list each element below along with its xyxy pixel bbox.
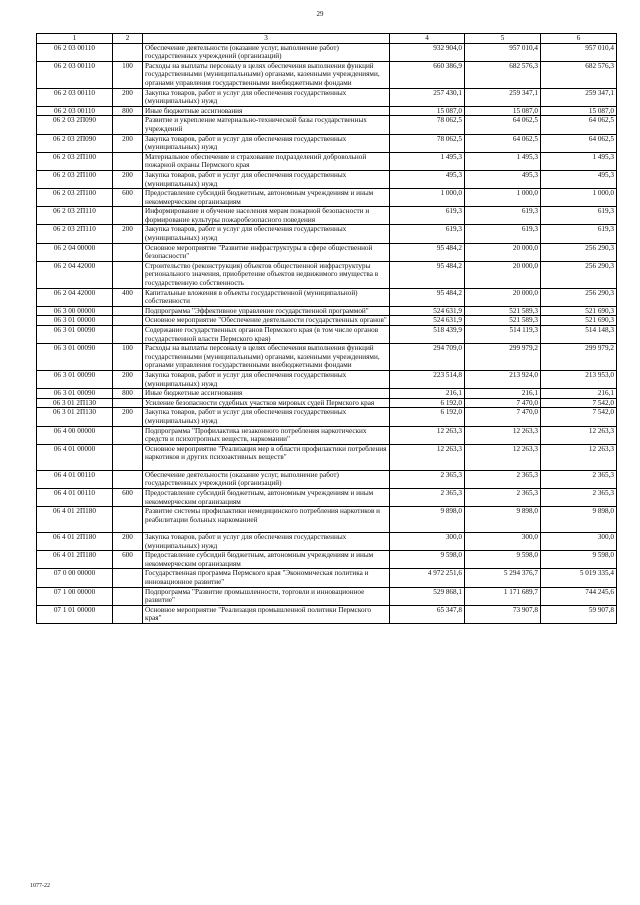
- row-code: 06 3 01 00000: [37, 316, 113, 326]
- row-value-year-2: 20 000,0: [465, 261, 541, 288]
- row-code: 06 2 04 42000: [37, 288, 113, 306]
- row-code: 06 4 01 2П180: [37, 551, 113, 569]
- row-code: 07 1 00 00000: [37, 587, 113, 605]
- row-value-year-3: 619,3: [541, 225, 617, 243]
- row-value-year-1: 932 904,0: [390, 43, 465, 61]
- row-value-year-1: 257 430,1: [390, 88, 465, 106]
- row-value-year-2: 1 171 689,7: [465, 587, 541, 605]
- row-description: Предоставление субсидий бюджетным, автономным учреждениям и иным некоммерческим организациям: [143, 488, 390, 506]
- row-value-year-3: 256 290,3: [541, 261, 617, 288]
- row-value-year-1: 518 439,9: [390, 326, 465, 344]
- row-code: 07 1 01 00000: [37, 605, 113, 623]
- row-expense-type: 100: [113, 344, 143, 371]
- row-value-year-3: 2 365,3: [541, 488, 617, 506]
- row-description: Обеспечение деятельности (оказание услуг, выполнение работ) государственных учреждений (организаций): [143, 43, 390, 61]
- row-code: 06 4 01 00000: [37, 444, 113, 470]
- table-row: [37, 61, 617, 88]
- row-expense-type: [113, 587, 143, 605]
- table-row: [37, 426, 617, 444]
- row-value-year-2: 15 087,0: [465, 106, 541, 116]
- row-value-year-3: 1 495,3: [541, 152, 617, 170]
- table-body: [37, 43, 617, 623]
- row-code: 06 2 03 00110: [37, 43, 113, 61]
- row-expense-type: [113, 426, 143, 444]
- row-code: 06 2 03 2П090: [37, 134, 113, 152]
- row-code: 06 2 03 00110: [37, 61, 113, 88]
- row-value-year-2: 7 470,0: [465, 398, 541, 408]
- table-row: [37, 225, 617, 243]
- table-row: [37, 569, 617, 587]
- row-value-year-1: 495,3: [390, 170, 465, 188]
- row-value-year-2: 521 589,3: [465, 316, 541, 326]
- row-expense-type: [113, 507, 143, 533]
- table-row: [37, 152, 617, 170]
- row-value-year-1: 65 347,8: [390, 605, 465, 623]
- row-value-year-2: 2 365,3: [465, 470, 541, 488]
- row-expense-type: [113, 398, 143, 408]
- row-value-year-3: 213 953,0: [541, 370, 617, 388]
- row-value-year-2: 73 907,8: [465, 605, 541, 623]
- row-expense-type: [113, 261, 143, 288]
- row-description: Государственная программа Пермского края "Экономическая политика и инновационное развитие": [143, 569, 390, 587]
- row-value-year-2: 619,3: [465, 225, 541, 243]
- row-value-year-3: 682 576,3: [541, 61, 617, 88]
- row-value-year-1: 660 386,9: [390, 61, 465, 88]
- footer-code: 1077-22: [30, 883, 50, 889]
- row-value-year-2: 1 495,3: [465, 152, 541, 170]
- row-expense-type: 100: [113, 61, 143, 88]
- row-code: 06 4 01 2П180: [37, 507, 113, 533]
- row-value-year-3: 521 690,3: [541, 306, 617, 316]
- row-value-year-3: 619,3: [541, 207, 617, 225]
- row-value-year-2: 213 924,0: [465, 370, 541, 388]
- row-description: Основное мероприятие "Обеспечение деятельности государственных органов": [143, 316, 390, 326]
- row-code: 06 3 01 00090: [37, 344, 113, 371]
- row-value-year-1: 9 598,0: [390, 551, 465, 569]
- row-value-year-2: 9 598,0: [465, 551, 541, 569]
- row-value-year-1: 524 631,9: [390, 306, 465, 316]
- row-value-year-1: 78 062,5: [390, 134, 465, 152]
- row-code: 06 3 00 00000: [37, 306, 113, 316]
- row-description: Расходы на выплаты персоналу в целях обеспечения выполнения функций государственными (муниципальными) органами, казенными учреждениями, органами управления государственными внебюджетными фондами: [143, 344, 390, 371]
- row-value-year-1: 223 514,8: [390, 370, 465, 388]
- row-value-year-3: 64 062,5: [541, 116, 617, 134]
- row-expense-type: 200: [113, 134, 143, 152]
- row-value-year-2: 1 000,0: [465, 189, 541, 207]
- row-value-year-3: 64 062,5: [541, 134, 617, 152]
- row-description: Основное мероприятие "Реализация промышленной политики Пермского края": [143, 605, 390, 623]
- row-value-year-2: 216,1: [465, 389, 541, 399]
- row-code: 06 2 03 2П110: [37, 225, 113, 243]
- row-value-year-3: 7 542,0: [541, 398, 617, 408]
- table-row: [37, 507, 617, 533]
- row-description: Строительство (реконструкция) объектов общественной инфраструктуры регионального значения, приобретение объектов недвижимого имущества в государственную собственность: [143, 261, 390, 288]
- table-row: [37, 170, 617, 188]
- row-expense-type: [113, 116, 143, 134]
- row-description: Подпрограмма "Эффективное управление государственной программой": [143, 306, 390, 316]
- row-value-year-2: 300,0: [465, 533, 541, 551]
- row-value-year-1: 9 898,0: [390, 507, 465, 533]
- page-number: 29: [316, 10, 324, 18]
- row-code: 06 2 03 2П100: [37, 189, 113, 207]
- row-value-year-2: 20 000,0: [465, 288, 541, 306]
- table-row: [37, 43, 617, 61]
- row-description: Основное мероприятие "Реализация мер в области профилактики потребления наркотиков и других психоактивных веществ": [143, 444, 390, 470]
- header-cell-4: 4: [390, 34, 465, 44]
- row-description: Основное мероприятие "Развитие инфраструктуры в сфере общественной безопасности": [143, 243, 390, 261]
- row-value-year-3: 957 010,4: [541, 43, 617, 61]
- row-value-year-1: 95 484,2: [390, 261, 465, 288]
- row-expense-type: 600: [113, 189, 143, 207]
- row-description: Иные бюджетные ассигнования: [143, 389, 390, 399]
- row-description: Подпрограмма "Развитие промышленности, торговли и инновационное развитие": [143, 587, 390, 605]
- row-value-year-2: 9 898,0: [465, 507, 541, 533]
- row-value-year-3: 299 979,2: [541, 344, 617, 371]
- row-expense-type: [113, 569, 143, 587]
- row-expense-type: 600: [113, 488, 143, 506]
- row-expense-type: 800: [113, 106, 143, 116]
- row-expense-type: [113, 306, 143, 316]
- row-code: 06 2 04 00000: [37, 243, 113, 261]
- row-code: 06 3 01 00090: [37, 389, 113, 399]
- row-value-year-3: 7 542,0: [541, 408, 617, 426]
- table-row: [37, 326, 617, 344]
- row-description: Предоставление субсидий бюджетным, автономным учреждениям и иным некоммерческим организациям: [143, 551, 390, 569]
- table-row: [37, 444, 617, 470]
- table-row: [37, 533, 617, 551]
- table-row: [37, 189, 617, 207]
- table-row: [37, 470, 617, 488]
- row-expense-type: 200: [113, 370, 143, 388]
- row-description: Иные бюджетные ассигнования: [143, 106, 390, 116]
- row-code: 06 4 01 2П180: [37, 533, 113, 551]
- row-expense-type: [113, 470, 143, 488]
- row-value-year-1: 2 365,3: [390, 488, 465, 506]
- row-value-year-2: 259 347,1: [465, 88, 541, 106]
- row-description: Информирование и обучение населения мерам пожарной безопасности и формирование культуры пожаробезопасного поведения: [143, 207, 390, 225]
- table-row: [37, 261, 617, 288]
- row-value-year-2: 682 576,3: [465, 61, 541, 88]
- row-value-year-2: 64 062,5: [465, 134, 541, 152]
- header-cell-2: 2: [113, 34, 143, 44]
- row-code: 06 2 03 00110: [37, 106, 113, 116]
- row-value-year-1: 6 192,0: [390, 408, 465, 426]
- table-row: [37, 288, 617, 306]
- row-value-year-1: 529 868,1: [390, 587, 465, 605]
- row-value-year-3: 59 907,8: [541, 605, 617, 623]
- row-code: 06 3 01 2П130: [37, 408, 113, 426]
- table-row: [37, 488, 617, 506]
- header-cell-6: 6: [541, 34, 617, 44]
- table-row: [37, 106, 617, 116]
- row-value-year-3: 15 087,0: [541, 106, 617, 116]
- row-description: Усиление безопасности судебных участков мировых судей Пермского края: [143, 398, 390, 408]
- row-code: 06 3 01 00090: [37, 370, 113, 388]
- row-value-year-1: 95 484,2: [390, 288, 465, 306]
- row-value-year-3: 259 347,1: [541, 88, 617, 106]
- row-value-year-1: 619,3: [390, 225, 465, 243]
- row-value-year-1: 15 087,0: [390, 106, 465, 116]
- row-value-year-3: 9 598,0: [541, 551, 617, 569]
- row-value-year-3: 495,3: [541, 170, 617, 188]
- table-row: [37, 551, 617, 569]
- row-description: Предоставление субсидий бюджетным, автономным учреждениям и иным некоммерческим организациям: [143, 189, 390, 207]
- row-value-year-2: 514 119,3: [465, 326, 541, 344]
- row-value-year-2: 957 010,4: [465, 43, 541, 61]
- row-expense-type: [113, 326, 143, 344]
- row-expense-type: 600: [113, 551, 143, 569]
- table-row: [37, 344, 617, 371]
- row-value-year-2: 619,3: [465, 207, 541, 225]
- row-description: Подпрограмма "Профилактика незаконного потребления наркотических средств и психотропных веществ, наркомании": [143, 426, 390, 444]
- table-row: [37, 605, 617, 623]
- table-row: [37, 306, 617, 316]
- row-value-year-3: 5 019 335,4: [541, 569, 617, 587]
- header-cell-3: 3: [143, 34, 390, 44]
- row-value-year-3: 521 690,3: [541, 316, 617, 326]
- row-code: 06 4 01 00110: [37, 470, 113, 488]
- row-expense-type: [113, 43, 143, 61]
- row-description: Закупка товаров, работ и услуг для обеспечения государственных (муниципальных) нужд: [143, 134, 390, 152]
- row-description: Закупка товаров, работ и услуг для обеспечения государственных (муниципальных) нужд: [143, 533, 390, 551]
- table-row: [37, 243, 617, 261]
- row-value-year-1: 619,3: [390, 207, 465, 225]
- row-code: 06 2 03 2П090: [37, 116, 113, 134]
- row-value-year-1: 12 263,3: [390, 444, 465, 470]
- row-code: 06 2 04 42000: [37, 261, 113, 288]
- row-value-year-1: 294 709,0: [390, 344, 465, 371]
- row-description: Содержание государственных органов Пермского края (в том числе органов государственной власти Пермского края): [143, 326, 390, 344]
- row-expense-type: [113, 207, 143, 225]
- row-value-year-2: 5 294 376,7: [465, 569, 541, 587]
- table-row: [37, 116, 617, 134]
- row-code: 06 4 00 00000: [37, 426, 113, 444]
- row-value-year-1: 78 062,5: [390, 116, 465, 134]
- table-row: [37, 134, 617, 152]
- row-description: Развитие системы профилактики немедицинского потребления наркотиков и реабилитации больных наркоманией: [143, 507, 390, 533]
- row-description: Материальное обеспечение и страхование подразделений добровольной пожарной охраны Пермского края: [143, 152, 390, 170]
- table-row: [37, 587, 617, 605]
- row-value-year-2: 7 470,0: [465, 408, 541, 426]
- row-expense-type: 200: [113, 408, 143, 426]
- row-value-year-1: 216,1: [390, 389, 465, 399]
- row-value-year-1: 95 484,2: [390, 243, 465, 261]
- table-row: [37, 316, 617, 326]
- row-code: 06 2 03 2П110: [37, 207, 113, 225]
- row-description: Обеспечение деятельности (оказание услуг, выполнение работ) государственных учреждений (организаций): [143, 470, 390, 488]
- row-value-year-3: 216,1: [541, 389, 617, 399]
- row-value-year-1: 12 263,3: [390, 426, 465, 444]
- row-value-year-1: 524 631,9: [390, 316, 465, 326]
- table-row: [37, 408, 617, 426]
- row-expense-type: 800: [113, 389, 143, 399]
- row-expense-type: 200: [113, 225, 143, 243]
- row-value-year-2: 2 365,3: [465, 488, 541, 506]
- header-cell-1: 1: [37, 34, 113, 44]
- row-expense-type: 200: [113, 533, 143, 551]
- row-value-year-3: 256 290,3: [541, 243, 617, 261]
- row-code: 06 2 03 00110: [37, 88, 113, 106]
- row-value-year-2: 521 589,3: [465, 306, 541, 316]
- row-code: 06 3 01 00090: [37, 326, 113, 344]
- row-expense-type: [113, 243, 143, 261]
- table-row: [37, 398, 617, 408]
- row-expense-type: [113, 152, 143, 170]
- row-value-year-2: 12 263,3: [465, 444, 541, 470]
- row-value-year-1: 1 000,0: [390, 189, 465, 207]
- row-expense-type: 200: [113, 170, 143, 188]
- row-expense-type: 400: [113, 288, 143, 306]
- row-value-year-1: 6 192,0: [390, 398, 465, 408]
- row-description: Закупка товаров, работ и услуг для обеспечения государственных (муниципальных) нужд: [143, 370, 390, 388]
- row-expense-type: [113, 605, 143, 623]
- row-expense-type: [113, 316, 143, 326]
- row-value-year-3: 300,0: [541, 533, 617, 551]
- row-description: Закупка товаров, работ и услуг для обеспечения государственных (муниципальных) нужд: [143, 408, 390, 426]
- row-value-year-2: 64 062,5: [465, 116, 541, 134]
- table-row: [37, 88, 617, 106]
- row-value-year-3: 2 365,3: [541, 470, 617, 488]
- row-description: Расходы на выплаты персоналу в целях обеспечения выполнения функций государственными (муниципальными) органами, казенными учреждениями, органами управления государственными внебюджетными фондами: [143, 61, 390, 88]
- row-value-year-2: 495,3: [465, 170, 541, 188]
- row-value-year-1: 300,0: [390, 533, 465, 551]
- row-code: 07 0 00 00000: [37, 569, 113, 587]
- row-value-year-2: 20 000,0: [465, 243, 541, 261]
- row-value-year-3: 744 245,6: [541, 587, 617, 605]
- row-code: 06 4 01 00110: [37, 488, 113, 506]
- row-value-year-2: 299 979,2: [465, 344, 541, 371]
- row-code: 06 2 03 2П100: [37, 170, 113, 188]
- row-value-year-3: 1 000,0: [541, 189, 617, 207]
- row-code: 06 3 01 2П130: [37, 398, 113, 408]
- row-code: 06 2 03 2П100: [37, 152, 113, 170]
- row-description: Закупка товаров, работ и услуг для обеспечения государственных (муниципальных) нужд: [143, 225, 390, 243]
- row-description: Закупка товаров, работ и услуг для обеспечения государственных (муниципальных) нужд: [143, 88, 390, 106]
- row-value-year-3: 514 148,3: [541, 326, 617, 344]
- table-row: [37, 370, 617, 388]
- budget-table: [36, 33, 617, 624]
- row-expense-type: 200: [113, 88, 143, 106]
- row-value-year-3: 12 263,3: [541, 444, 617, 470]
- row-expense-type: [113, 444, 143, 470]
- row-value-year-3: 12 263,3: [541, 426, 617, 444]
- row-value-year-1: 1 495,3: [390, 152, 465, 170]
- row-description: Капитальные вложения в объекты государственной (муниципальной) собственности: [143, 288, 390, 306]
- row-value-year-3: 256 290,3: [541, 288, 617, 306]
- row-value-year-3: 9 898,0: [541, 507, 617, 533]
- row-value-year-1: 4 972 251,6: [390, 569, 465, 587]
- header-cell-5: 5: [465, 34, 541, 44]
- table-row: [37, 207, 617, 225]
- row-value-year-1: 2 365,3: [390, 470, 465, 488]
- header-row: [37, 34, 617, 44]
- row-value-year-2: 12 263,3: [465, 426, 541, 444]
- row-description: Закупка товаров, работ и услуг для обеспечения государственных (муниципальных) нужд: [143, 170, 390, 188]
- table-row: [37, 389, 617, 399]
- row-description: Развитие и укрепление материально-технической базы государственных учреждений: [143, 116, 390, 134]
